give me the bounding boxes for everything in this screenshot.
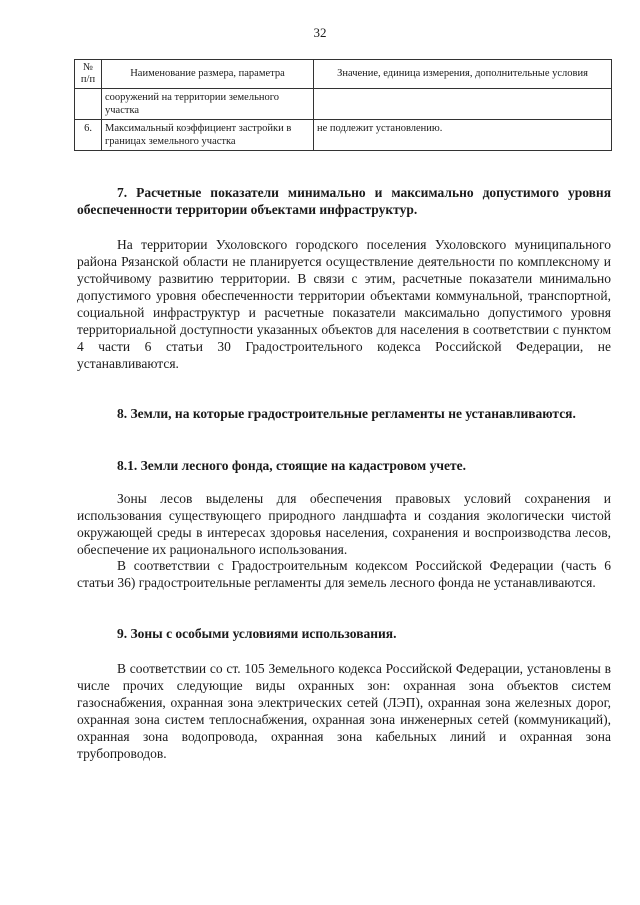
section-8-paragraph-1: Зоны лесов выделены для обеспечения правовых условий сохранения и использования существующего природного ландшафта и создания экологически чистой окружающей среды в интересах здоровья населения, сохранения и воспроизводства лесов, обеспечение их рационального использования.: [77, 491, 611, 557]
row-value: [314, 89, 612, 120]
section-8-1-heading: 8.1. Земли лесного фонда, стоящие на кадастровом учете.: [117, 458, 466, 473]
table-row: [75, 120, 612, 151]
row-number: 6.: [75, 120, 102, 151]
row-number: [75, 89, 102, 120]
table-row: [75, 89, 612, 120]
section-7-heading: 7. Расчетные показатели минимально и максимально допустимого уровня обеспеченности территории объектами инфраструктур.: [77, 185, 611, 217]
section-9-paragraph: В соответствии со ст. 105 Земельного кодекса Российской Федерации, установлены в числе прочих следующие виды охранных зон: охранная зона объектов систем газоснабжения, охранная зона электрических сетей (ЛЭП), охранная зона железных дорог, охранная зона систем теплоснабжения, охранная зона инженерных сетей (коммуникаций), охранная зона водопровода, охранная зона кабельных линий и охранная зона трубопроводов.: [77, 661, 611, 761]
row-value: не подлежит установлению.: [314, 120, 612, 151]
table-header-row: [75, 60, 612, 89]
section-8-heading: 8. Земли, на которые градостроительные регламенты не устанавливаются.: [117, 406, 576, 421]
section-9-heading: 9. Зоны с особыми условиями использования.: [117, 626, 397, 641]
section-7-paragraph: На территории Ухоловского городского поселения Ухоловского муниципального района Рязанской области не планируется осуществление деятельности по комплексному и устойчивому развитию территории. В связи с этим, расчетные показатели минимально допустимого уровня обеспеченности территории объектами коммунальной, транспортной, социальной инфраструктур и расчетные показатели максимально допустимого уровня территориальной доступности указанных объектов для населения в соответствии с пунктом 4 части 6 статьи 30 Градостроительного кодекса Российской Федерации, не устанавливаются.: [77, 237, 611, 371]
row-parameter: Максимальный коэффициент застройки в границах земельного участка: [102, 120, 314, 151]
row-parameter: сооружений на территории земельного участка: [102, 89, 314, 120]
section-8-paragraph-2: В соответствии с Градостроительным кодексом Российской Федерации (часть 6 статьи 36) градостроительные регламенты для земель лесного фонда не устанавливаются.: [77, 558, 611, 590]
header-value: Значение, единица измерения, дополнительные условия: [314, 60, 612, 89]
parameters-table: [74, 59, 612, 151]
page-number: 32: [313, 25, 327, 40]
header-number: № п/п: [75, 60, 102, 89]
header-parameter: Наименование размера, параметра: [102, 60, 314, 89]
